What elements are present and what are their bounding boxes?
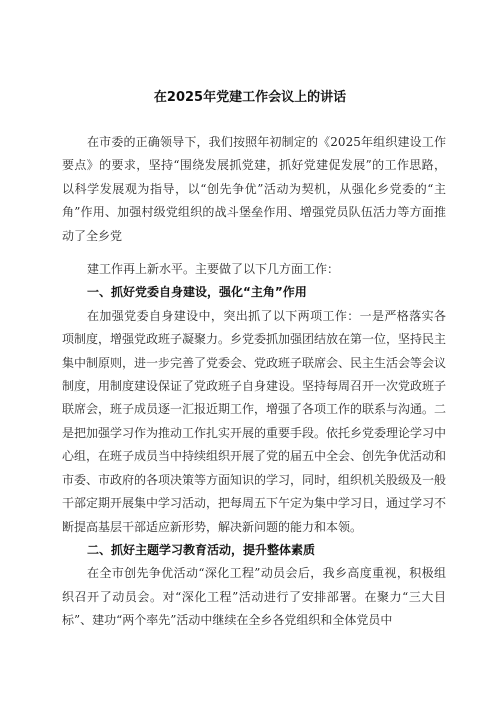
paragraph-intro: 在市委的正确领导下，我们按照年初制定的《2025年组织建设工作要点》的要求，坚持“围绕发展抓党建，抓好党建促发展”的工作思路，以科学发展观为指导，以“创先争优”活动为契机，从强化乡党委的“主角”作用、加强村级党组织的战斗堡垒作用、增强党员队伍活力等方面推动了全乡党 bbox=[62, 135, 446, 243]
paragraph-gap bbox=[62, 248, 446, 258]
section-heading-1: 一、抓好党委自身建设，强化“主角”作用 bbox=[87, 285, 307, 300]
document-body bbox=[62, 131, 446, 633]
paragraph-section-2: 在全市创先争优活动“深化工程”动员会后，我乡高度重视，积极组织召开了动员会。对“深化工程”活动进行了安排部署。在聚力“三大目标”、建功“两个率先”活动中继续在全乡各党组织和全体党员中 bbox=[62, 566, 446, 628]
paragraph-section-1: 在加强党委自身建设中，突出抓了以下两项工作：一是严格落实各项制度，增强党政班子凝聚力。乡党委抓加强团结放在第一位，坚持民主集中制原则，进一步完善了党委会、党政班子联席会、民主生活会等会议制度，用制度建设保证了党政班子自身建设。坚持每周召开一次党政班子联席会，班子成员逐一汇报近期工作，增强了各项工作的联系与沟通。二是把加强学习作为推动工作扎实开展的重要手段。依托乡党委理论学习中心组，在班子成员当中持续组织开展了党的届五中全会、创先争优活动和市委、市政府的各项决策等方面知识的学习，同时，组织机关股级及一般干部定期开展集中学习活动，把每周五下午定为集中学习日，通过学习不断提高基层干部适应新形势，解决新问题的能力和本领。 bbox=[62, 308, 447, 534]
paragraph-intro-continued: 建工作再上新水平。主要做了以下几方面工作： bbox=[87, 262, 340, 277]
document-title: 在2025年党建工作会议上的讲话 bbox=[153, 90, 347, 105]
section-heading-2: 二、抓好主题学习教育活动，提升整体素质 bbox=[87, 542, 316, 557]
